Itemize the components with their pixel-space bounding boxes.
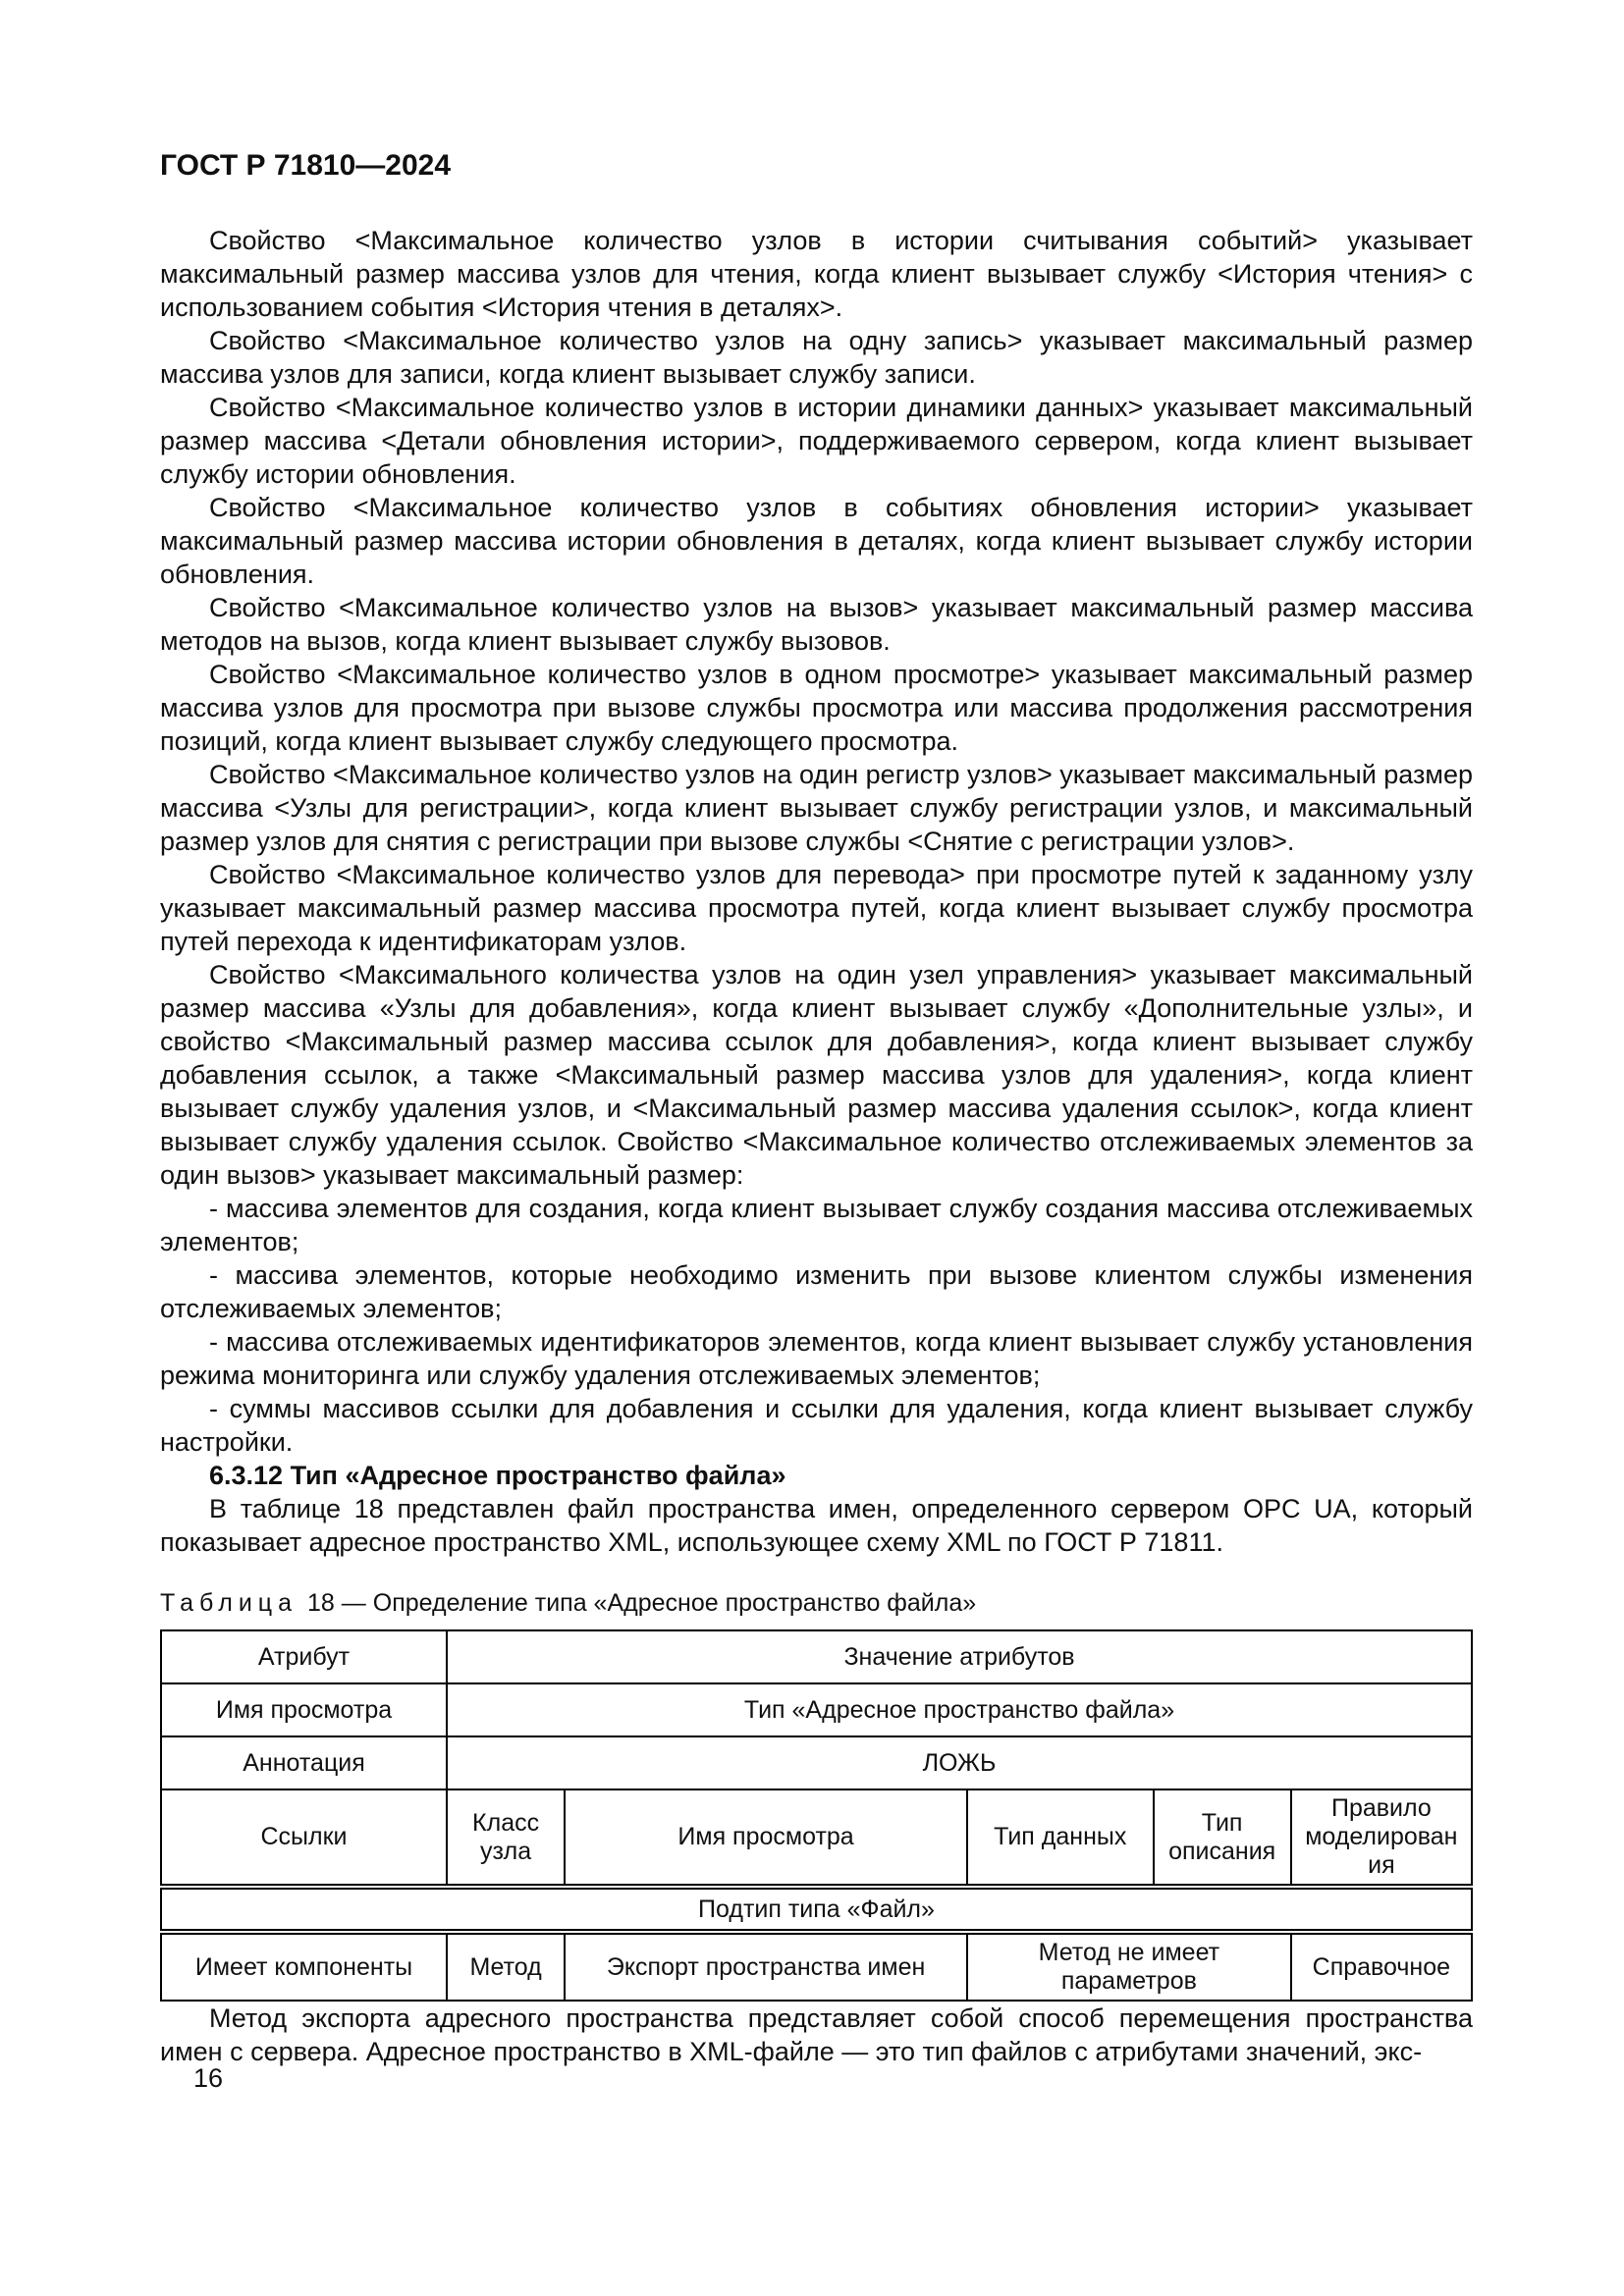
page-content: [160, 224, 1473, 2068]
col-header-modeling-rule: Правило моделирования: [1291, 1789, 1472, 1887]
table-header-row: [161, 1789, 1472, 1887]
paragraph: Свойство <Максимальное количество узлов в одном просмотре> указывает максимальный размер массива узлов для просмотра при вызове службы просмотра или массива продолжения рассмотрения позиций, когда клиент вызывает службу следующего просмотра.: [160, 660, 1473, 756]
cell-subtype: Подтип типа «Файл»: [161, 1887, 1472, 1932]
table-row: [161, 1932, 1472, 2001]
list-item: - массива элементов, которые необходимо изменить при вызове клиентом службы изменения отслеживаемых элементов;: [160, 1260, 1473, 1323]
paragraph: В таблице 18 представлен файл пространства имен, определенного сервером OPC UA, который показывает адресное пространство XML, использующее схему XML по ГОСТ Р 71811.: [160, 1494, 1473, 1557]
cell-references: Имеет компоненты: [161, 1932, 447, 2001]
cell-attribute-value: Значение атрибутов: [447, 1630, 1472, 1683]
col-header-data-type: Тип данных: [967, 1789, 1154, 1887]
table-caption-title: — Определение типа «Адресное пространство файла»: [341, 1589, 977, 1617]
list-item: - массива элементов для создания, когда клиент вызывает службу создания массива отслеживаемых элементов;: [160, 1194, 1473, 1256]
table-caption-word: Таблица: [160, 1589, 298, 1617]
table-caption: [160, 1588, 1473, 1618]
cell-annotation-label: Аннотация: [161, 1736, 447, 1789]
doc-code-header: ГОСТ Р 71810—2024: [160, 149, 452, 182]
paragraph: Свойство <Максимальное количество узлов на вызов> указывает максимальный размер массива методов на вызов, когда клиент вызывает службу вызовов.: [160, 593, 1473, 656]
cell-node-class: Метод: [447, 1932, 565, 2001]
table-18: [160, 1629, 1473, 2002]
paragraph: Свойство <Максимального количества узлов на один узел управления> указывает максимальный размер массива «Узлы для добавления», когда клиент вызывает службу «Дополнительные узлы», и свойство <Максимальный размер массива ссылок для добавления>, когда клиент вызывает службу добавления ссылок, а также <Максимальный размер массива узлов для удаления>, когда клиент вызывает службу удаления узлов, и <Максимальный размер массива удаления ссылок>, когда клиент вызывает службу удаления ссылок. Свойство <Максимальное количество отслеживаемых элементов за один вызов> указывает максимальный размер:: [160, 960, 1473, 1190]
page-number: 16: [193, 2063, 224, 2093]
cell-annotation-value: ЛОЖЬ: [447, 1736, 1472, 1789]
cell-browsename-label: Имя просмотра: [161, 1683, 447, 1736]
table-row: [161, 1630, 1472, 1683]
paragraph: Свойство <Максимальное количество узлов для перевода> при просмотре путей к заданному узлу указывает максимальный размер массива просмотра путей, когда клиент вызывает службу просмотра путей перехода к идентификаторам узлов.: [160, 860, 1473, 956]
col-header-browse-name: Имя просмотра: [565, 1789, 967, 1887]
cell-parameters: Метод не имеет параметров: [967, 1932, 1291, 2001]
cell-browse-name: Экспорт пространства имен: [565, 1932, 967, 2001]
paragraph: Свойство <Максимальное количество узлов на один регистр узлов> указывает максимальный размер массива <Узлы для регистрации>, когда клиент вызывает службу регистрации узлов, и максимальный размер узлов для снятия с регистрации при вызове службы <Снятие с регистрации узлов>.: [160, 760, 1473, 856]
paragraph: Метод экспорта адресного пространства представляет собой способ перемещения пространства имен с сервера. Адресное пространство в XML-файле — это тип файлов с атрибутами значений, экс-: [160, 2003, 1473, 2066]
table-row: [161, 1683, 1472, 1736]
table-caption-number: 18: [307, 1589, 335, 1617]
list-item: - суммы массивов ссылки для добавления и ссылки для удаления, когда клиент вызывает службу настройки.: [160, 1394, 1473, 1457]
col-header-references: Ссылки: [161, 1789, 447, 1887]
paragraph: Свойство <Максимальное количество узлов в событиях обновления истории> указывает максимальный размер массива истории обновления в деталях, когда клиент вызывает службу истории обновления.: [160, 493, 1473, 589]
col-header-description-type: Тип описания: [1154, 1789, 1291, 1887]
paragraph: Свойство <Максимальное количество узлов в истории динамики данных> указывает максимальный размер массива <Детали обновления истории>, поддерживаемого сервером, когда клиент вызывает службу истории обновления.: [160, 393, 1473, 489]
table-subtype-row: [161, 1887, 1472, 1932]
cell-attribute-label: Атрибут: [161, 1630, 447, 1683]
cell-modeling-rule: Справочное: [1291, 1932, 1472, 2001]
paragraph: Свойство <Максимальное количество узлов на одну запись> указывает максимальный размер массива узлов для записи, когда клиент вызывает службу записи.: [160, 326, 1473, 389]
table-row: [161, 1736, 1472, 1789]
list-item: - массива отслеживаемых идентификаторов элементов, когда клиент вызывает службу установления режима мониторинга или службу удаления отслеживаемых элементов;: [160, 1327, 1473, 1390]
cell-browsename-value: Тип «Адресное пространство файла»: [447, 1683, 1472, 1736]
paragraph: Свойство <Максимальное количество узлов в истории считывания событий> указывает максимальный размер массива узлов для чтения, когда клиент вызывает службу <История чтения> с использованием события <История чтения в деталях>.: [160, 226, 1473, 322]
section-heading: 6.3.12 Тип «Адресное пространство файла»: [209, 1461, 786, 1490]
col-header-node-class: Класс узла: [447, 1789, 565, 1887]
